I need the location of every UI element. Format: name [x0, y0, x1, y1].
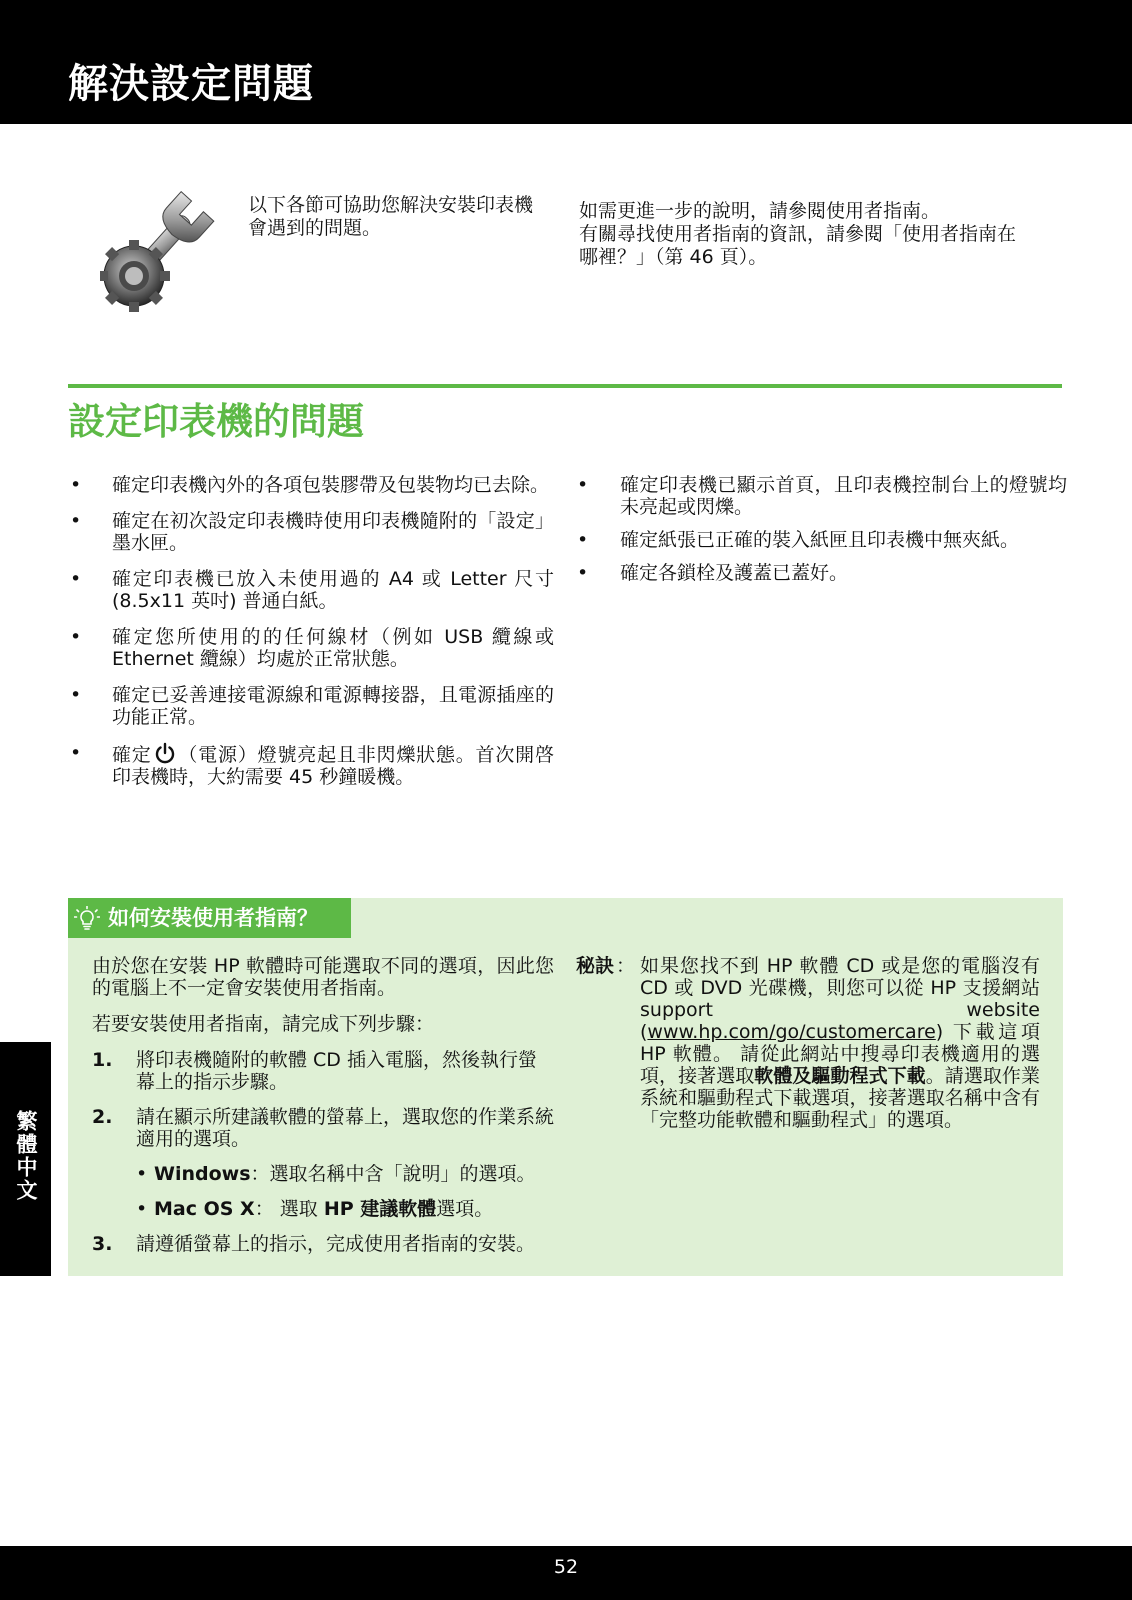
page-title: 解決設定問題: [68, 61, 314, 107]
bullet: •: [577, 529, 589, 551]
checklist-item: [68, 626, 554, 670]
setup-checklist-right: [575, 474, 1067, 595]
lightbulb-icon: [74, 906, 100, 932]
os-instruction: 選項。: [436, 1198, 494, 1220]
step-list: [92, 1233, 554, 1255]
power-icon: [154, 742, 176, 764]
checklist-item: [575, 529, 1067, 551]
checklist-item: [68, 742, 554, 788]
bullet: •: [70, 568, 82, 590]
page-number: 52: [553, 1556, 579, 1578]
section-divider: [68, 384, 1062, 388]
section-title: 設定印表機的問題: [68, 400, 364, 443]
tip-paragraph: 由於您在安裝 HP 軟體時可能選取不同的選項，因此您的電腦上不一定會安裝使用者指南。: [92, 955, 554, 999]
step-item: [92, 1049, 554, 1093]
checklist-item-text: 確定您所使用的的任何線材（例如 USB 纜線或 Ethernet 纜線）均處於正常狀態。: [112, 626, 554, 670]
bullet: •: [577, 474, 589, 496]
os-options: [136, 1163, 598, 1220]
install-guide-steps: [92, 955, 554, 1268]
checklist-item-text: 確定印表機已顯示首頁，且印表機控制台上的燈號均未亮起或閃爍。: [620, 474, 1067, 518]
bullet: •: [70, 626, 82, 648]
bullet: •: [70, 742, 82, 764]
step-number: 1.: [92, 1049, 113, 1071]
bullet: •: [70, 474, 82, 496]
support-link[interactable]: www.hp.com/go/customercare: [647, 1021, 936, 1043]
os-instruction: ：選取名稱中含「說明」的選項。: [250, 1163, 536, 1185]
setup-checklist-left: [68, 474, 554, 802]
step-list: [92, 1049, 554, 1150]
bullet: •: [70, 510, 82, 532]
checklist-item: [68, 510, 554, 554]
checklist-item-text: 確定: [112, 744, 152, 766]
tip-title: 如何安裝使用者指南？: [108, 906, 318, 930]
os-option-mac: [136, 1198, 598, 1220]
bullet: •: [136, 1163, 148, 1185]
checklist-item: [575, 562, 1067, 584]
secret-text-bold: 軟體及驅動程式下載: [754, 1065, 926, 1087]
user-guide-reference: [579, 200, 1029, 269]
bullet: •: [577, 562, 589, 584]
checklist-item: [68, 684, 554, 728]
wrench-gear-icon: [100, 188, 220, 313]
bullet: •: [70, 684, 82, 706]
intro-right-line: 有關尋找使用者指南的資訊，請參閱「使用者指南在哪裡？」（第 46 頁）。: [579, 223, 1017, 268]
os-label: Windows: [154, 1163, 251, 1185]
os-option-windows: [136, 1163, 598, 1185]
checklist-item: [68, 474, 554, 496]
checklist-item-text: 確定印表機內外的各項包裝膠帶及包裝物均已去除。: [112, 474, 550, 496]
step-text: 請在顯示所建議軟體的螢幕上，選取您的作業系統適用的選項。: [136, 1106, 555, 1150]
step-number: 3.: [92, 1233, 113, 1255]
os-instruction-bold: HP 建議軟體: [323, 1198, 437, 1220]
checklist-item: [575, 474, 1067, 518]
checklist-item-text: 確定印表機已放入未使用過的 A4 或 Letter 尺寸 (8.5x11 英吋) 普通白紙。: [112, 568, 554, 612]
checklist-item-text: 確定已妥善連接電源線和電源轉接器，且電源插座的功能正常。: [112, 684, 554, 728]
step-number: 2.: [92, 1106, 113, 1128]
step-item: [92, 1106, 554, 1150]
checklist-item-text: 確定紙張已正確的裝入紙匣且印表機中無夾紙。: [620, 529, 1020, 551]
os-label: Mac OS X: [154, 1198, 255, 1220]
secret-label: 秘訣: [576, 955, 615, 977]
checklist-item: [68, 568, 554, 612]
step-item: [92, 1233, 554, 1255]
secret-text: [640, 955, 1040, 1131]
secret-tip: [576, 955, 1040, 1131]
intro-right-line: 如需更進一步的說明，請參閱使用者指南。: [579, 200, 941, 222]
checklist-item-text: 確定在初次設定印表機時使用印表機隨附的「設定」墨水匣。: [112, 510, 554, 554]
intro-text: 以下各節可協助您解決安裝印表機會遇到的問題。: [248, 194, 534, 239]
secret-text-part: 如果您找不到 HP 軟體 CD 或是您的電腦沒有 CD 或 DVD 光碟機，則您可以從 HP 支援網站 support website (: [640, 955, 1040, 1043]
bullet: •: [136, 1198, 148, 1220]
language-label: 繁體中文: [14, 1110, 38, 1202]
secret-text-part: ) 下載這項 HP 軟體。 請從此網站中搜尋印表機適用的選項，接著選取: [640, 1021, 1040, 1087]
checklist-item-text: 確定各鎖栓及護蓋已蓋好。: [620, 562, 849, 584]
step-text: 請遵循螢幕上的指示，完成使用者指南的安裝。: [136, 1233, 536, 1255]
checklist-item-text: （電源）燈號亮起且非閃爍狀態。首次開啓印表機時，大約需要 45 秒鐘暖機。: [112, 744, 554, 788]
tip-paragraph: 若要安裝使用者指南，請完成下列步驟：: [92, 1013, 435, 1035]
step-text: 將印表機隨附的軟體 CD 插入電腦，然後執行螢幕上的指示步驟。: [136, 1049, 537, 1093]
os-instruction: ： 選取: [254, 1198, 324, 1220]
secret-colon: ：: [616, 955, 636, 977]
secret-text-part: 。請選取作業系統和驅動程式下載選項，接著選取名稱中含有「完整功能軟體和驅動程式」的選項。: [640, 1065, 1040, 1131]
